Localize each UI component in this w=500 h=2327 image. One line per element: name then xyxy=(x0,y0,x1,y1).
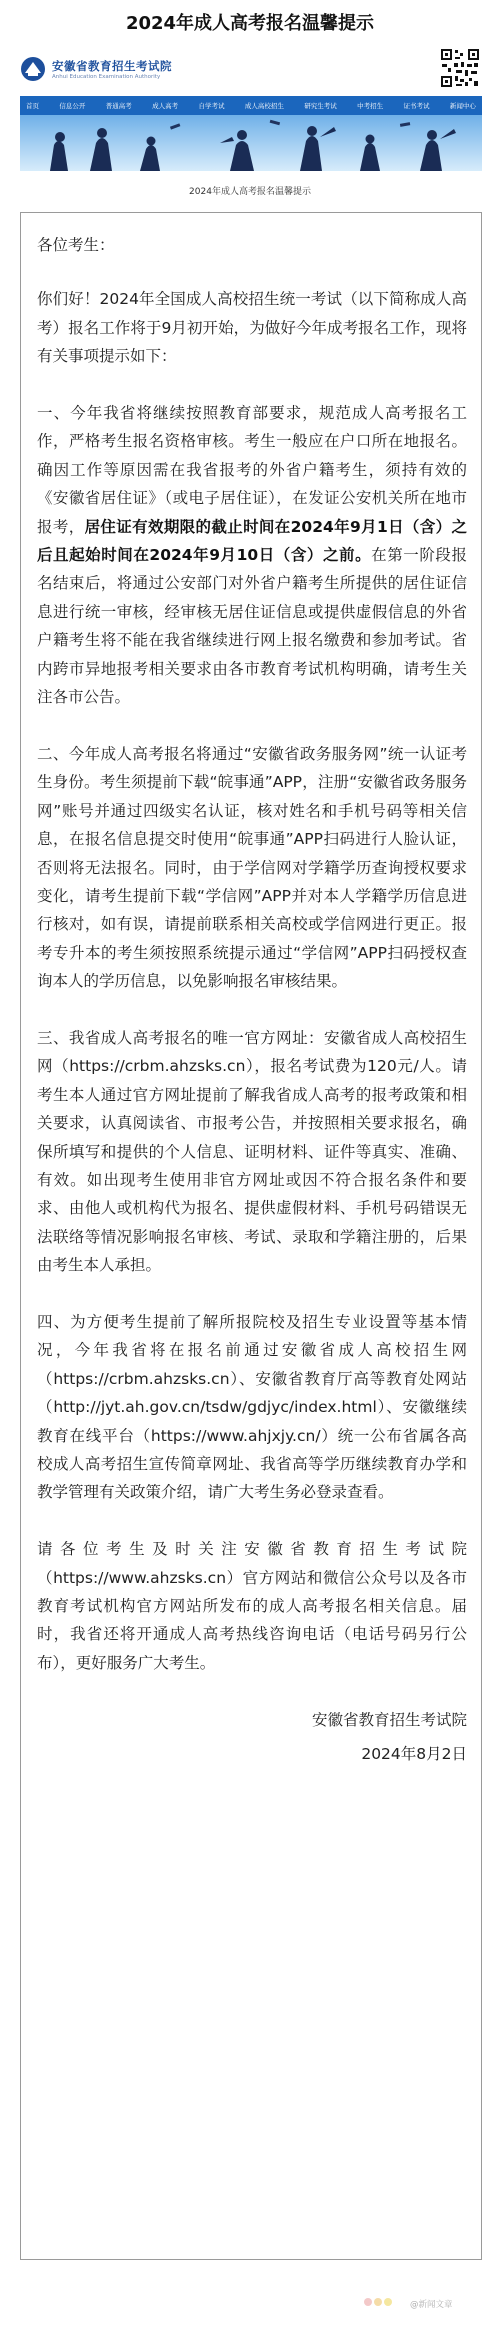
logo-icon xyxy=(20,56,46,82)
site-nav-bar xyxy=(20,96,482,115)
intro-paragraph: 你们好！2024年全国成人高校招生统一考试（以下简称成人高考）报名工作将于9月初开始，为做好今年成考报名工作，现将有关事项提示如下： xyxy=(37,290,467,366)
site-header-image xyxy=(20,46,482,172)
banner-graduates-image xyxy=(20,115,482,171)
item-four-paragraph: 四、为方便考生提前了解所报院校及招生专业设置等基本情况，今年我省将在报名前通过安徽省成人高校招生网（https://crbm.ahzsks.cn）、安徽省教育厅高等教育处网站（http://jyt.ah.gov.cn/tsdw/gdjyc/index.html）、安徽继续教育在线平台（https://www.ahjxjy.cn/）统一公布省属各高校成人高考招生宣传简章网址、我省高等学历继续教育办学和教学管理有关政策介绍，请广大考生务必登录查看。 xyxy=(37,1312,467,1502)
item-one-bold-text: 居住证有效期限的截止时间在2024年9月1日（含）之后且起始时间在2024年9月10日（含）之前。 xyxy=(37,517,467,565)
letter-box xyxy=(20,212,482,2260)
image-caption: 2024年成人高考报名温馨提示 xyxy=(189,187,311,197)
nav-item: 自学考试 xyxy=(198,102,225,110)
greeting: 各位考生： xyxy=(37,236,115,254)
nav-item: 新闻中心 xyxy=(449,102,476,110)
item-one-text-b: 在第一阶段报名结束后，将通过公安部门对外省户籍考生所提供的居住证信息进行统一审核，经审核无居住证信息或提供虚假信息的外省户籍考生将不能在我省继续进行网上报名缴费和参加考试。省内跨市异地报考相关要求由各市教育考试机构明确，请考生关注各市公告。 xyxy=(37,546,467,707)
letter-body xyxy=(37,231,467,1768)
signature-date: 2024年8月2日 xyxy=(361,1745,467,1764)
nav-item: 普通高考 xyxy=(105,102,132,110)
nav-item: 中考招生 xyxy=(357,102,384,110)
nav-item: 证书考试 xyxy=(403,102,430,110)
watermark-text: @新闻文章 xyxy=(410,2300,453,2310)
item-one-paragraph xyxy=(37,399,467,711)
qr-code-icon xyxy=(440,48,480,88)
closing-paragraph: 请各位考生及时关注安徽省教育招生考试院（https://www.ahzsks.cn）官方网站和微信公众号以及各市教育考试机构官方网站所发布的成人高考报名相关信息。届时，我省还将开通成人高考热线咨询电话（电话号码另行公布），更好服务广大考生。 xyxy=(37,1540,467,1672)
item-three-paragraph: 三、我省成人高考报名的唯一官方网址：安徽省成人高校招生网（https://crbm.ahzsks.cn），报名考试费为120元/人。请考生本人通过官方网址提前了解我省成人高考的报考政策和相关要求，认真阅读省、市报考公告，并按照相关要求报名，确保所填写和提供的个人信息、证明材料、证件等真实、准确、有效。如出现考生使用非官方网址或因不符合报名条件和要求、由他人或机构代为报名、提供虚假材料、手机号码错误无法联络等情况影响报名审核、考试、录取和学籍注册的，后果由考生本人承担。 xyxy=(37,1028,467,1275)
item-two-paragraph: 二、今年成人高考报名将通过“安徽省政务服务网”统一认证考生身份。考生须提前下载“皖事通”APP，注册“安徽省政务服务网”账号并通过四级实名认证，核对姓名和手机号码等相关信息，在报名信息提交时使用“皖事通”APP扫码进行人脸认证，否则将无法报名。同时，由于学信网对学籍学历查询授权要求变化，请考生提前下载“学信网”APP并对本人学籍学历信息进行核对，如有误，请提前联系相关高校或学信网进行更正。报考专升本的考生须按照系统提示通过“学信网”APP扫码授权查询本人的学历信息，以免影响报名审核结果。 xyxy=(37,744,467,991)
logo-row xyxy=(20,46,482,94)
nav-item: 研究生考试 xyxy=(304,102,337,110)
nav-item: 信息公开 xyxy=(59,102,86,110)
nav-item: 成人高考 xyxy=(152,102,179,110)
nav-item: 成人高校招生 xyxy=(244,102,284,110)
logo-name: 安徽省教育招生考试院 xyxy=(52,59,172,73)
item-one-text-a: 一、今年我省将继续按照教育部要求，规范成人高考报名工作，严格考生报名资格审核。考生一般应在户口所在地报名。确因工作等原因需在我省报考的外省户籍考生，须持有效的《安徽省居住证》（或电子居住证），在发证公安机关所在地市报考， xyxy=(37,404,467,536)
page-title: 2024年成人高考报名温馨提示 xyxy=(125,13,375,34)
signature-org: 安徽省教育招生考试院 xyxy=(311,1710,467,1729)
logo-english-name: Anhui Education Examination Authority xyxy=(52,74,161,80)
nav-item: 首页 xyxy=(26,102,39,110)
watermark-logo-icon xyxy=(362,2296,402,2308)
